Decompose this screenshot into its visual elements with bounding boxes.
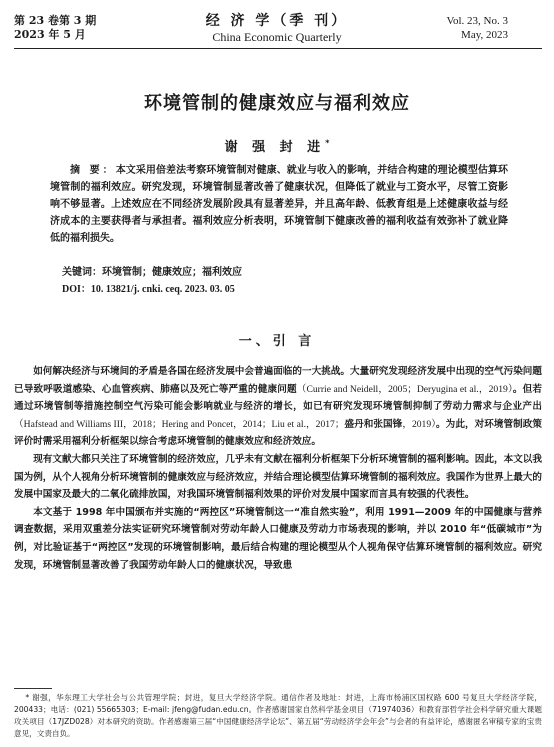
publication-date-en: May, 2023 bbox=[461, 29, 508, 41]
abstract-text: 本文采用倍差法考察环境管制对健康、就业与收入的影响，并结合构建的理论模型估算环境管制的福利效应。研究发现，环境管制显著改善了健康状况，但降低了就业与工资水平，尽管工资影响不够显著。上述效应在不同经济发展阶段具有显著差异，并且高年龄、低教育组是上述健康收益与经济成本的主要获得者与承担者。福利效应分析表明，环境管制下健康改善的福利收益有效弥补了就业降低的福利损失。 bbox=[50, 165, 509, 244]
journal-name-en: China Economic Quarterly bbox=[212, 30, 342, 44]
doi-value[interactable]: 10. 13821/j. cnki. ceq. 2023. 03. 05 bbox=[90, 284, 235, 295]
citation: ，2019） bbox=[402, 418, 437, 430]
paragraph-1-text: 盛丹和张国锋 bbox=[344, 418, 403, 430]
abstract bbox=[50, 162, 508, 247]
paragraph-2: 现有文献大都只关注了环境管制的经济效应，几乎未有文献在福利分析框架下分析环境管制的福利影响。因此，本文以我国为例，从个人视角分析环境管制的健康效应与经济效应，并结合理论模型估算环境管制的福利效应。我国作为世界上最大的发展中国家及最大的二氧化硫排放国，对我国环境管制福利效果的评价对发展中国家而言具有较强的代表性。 bbox=[14, 453, 542, 501]
footnote-text: * 谢强，华东理工大学社会与公共管理学院；封进，复旦大学经济学院。通信作者及地址：封进，上海市杨浦区国权路 600 号复旦大学经济学院，200433；电话：(021) 55665303；E-mail: jfeng@fudan.edu.cn。作者感谢国家自然科学基金项目（71974036）和教育部哲学社会科学研究重大课题攻关项目（17JZD028）对本研究的资助。作者感谢第三届“中国健康经济学论坛”、第五届“劳动经济学会年会”与会者的有益评论，感谢匿名审稿专家的宝贵意见，文责自负。 bbox=[14, 693, 542, 738]
author-line bbox=[0, 136, 554, 155]
section-heading: 一、引 言 bbox=[238, 334, 316, 349]
footnote-rule bbox=[14, 688, 52, 689]
header-rule bbox=[14, 48, 542, 49]
abstract-label: 摘 要： bbox=[70, 165, 116, 176]
paragraph-1-text: 。但若通过环境管制等措施控制空气污染可能会影响就业与经济的增长，如已有研究发现环境管制抑制了劳动力需求与企业产出 bbox=[14, 383, 542, 413]
keywords-label: 关键词： bbox=[62, 267, 102, 278]
paragraph-1-text: 。为此，对环境管制政策评价时需采用福利分析框架以综合考虑环境管制的健康效应和经济效应。 bbox=[14, 418, 543, 448]
article-title: 环境管制的健康效应与福利效应 bbox=[144, 93, 410, 114]
volume-issue: 第 23 卷第 3 期 bbox=[14, 14, 97, 27]
body-text bbox=[14, 363, 542, 574]
keywords bbox=[62, 263, 242, 278]
paragraph-1-text: 如何解决经济与环境间的矛盾是各国在经济发展中会普遍面临的一大挑战。大量研究发现经济发展中出现的空气污染问题已导致呼吸道感染、心血管疾病、肺癌以及死亡等严重的健康问题 bbox=[14, 366, 542, 395]
paragraph-1 bbox=[14, 363, 542, 451]
author-names: 谢 强 封 进 bbox=[224, 140, 326, 155]
citation: （Hafstead and Williams III，2018；Hering and Poncet，2014；Liu et al.，2017； bbox=[14, 418, 345, 430]
doi-label: DOI： bbox=[62, 284, 91, 295]
doi bbox=[62, 280, 235, 295]
volume-issue-en: Vol. 23, No. 3 bbox=[446, 15, 508, 27]
citation: （Currie and Neidell，2005；Deryugina et al.，2019） bbox=[296, 383, 513, 395]
paragraph-3: 本文基于 1998 年中国颁布并实施的“两控区”环境管制这一“准自然实验”，利用 1991—2009 年的中国健康与营养调查数据，采用双重差分法实证研究环境管制对劳动年龄人口健康及劳动力市场表现的影响，并以 2010 年“低碳城市”为例，对比验证基于“两控区”发现的环境管制影响，最后结合构建的理论模型从个人视角保守估算环境管制的福利效应。研究发现，环境管制显著改善了我国劳动年龄人口的健康状况，导致患 bbox=[14, 506, 542, 571]
keywords-text: 环境管制；健康效应；福利效应 bbox=[102, 267, 242, 278]
footnote bbox=[14, 692, 542, 740]
volume-info-en bbox=[446, 14, 508, 42]
journal-name-cn: 经 济 学（季 刊） bbox=[205, 13, 349, 29]
publication-date: 2023 年 5 月 bbox=[14, 28, 86, 41]
author-footnote-mark[interactable]: * bbox=[325, 138, 330, 148]
